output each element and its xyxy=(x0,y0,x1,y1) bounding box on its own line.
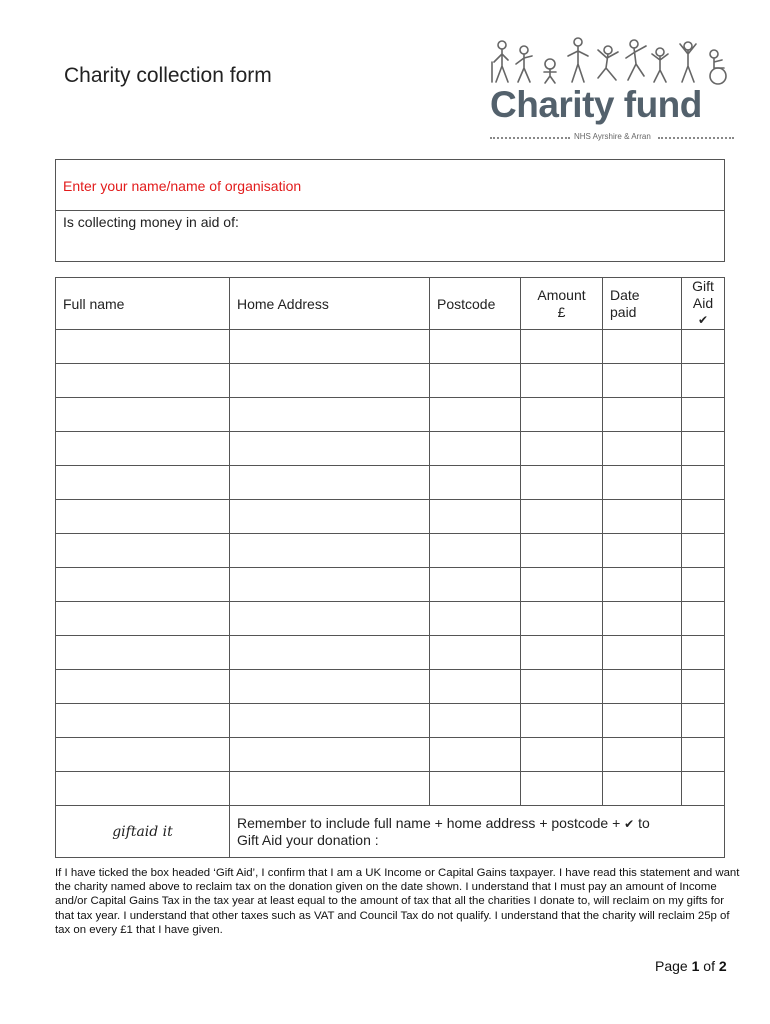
full-name-cell[interactable] xyxy=(56,670,230,704)
date-paid-cell[interactable] xyxy=(603,670,682,704)
full-name-cell[interactable] xyxy=(56,500,230,534)
checkmark-icon: ✔ xyxy=(624,817,635,831)
full-name-cell[interactable] xyxy=(56,432,230,466)
home-address-cell[interactable] xyxy=(230,500,430,534)
gift-aid-cell[interactable] xyxy=(682,364,725,398)
gift-aid-cell[interactable] xyxy=(682,772,725,806)
column-header-home-address: Home Address xyxy=(230,278,430,330)
postcode-cell[interactable] xyxy=(430,398,521,432)
name-prompt: Enter your name/name of organisation xyxy=(63,178,302,194)
column-header-date-paid xyxy=(603,278,682,330)
reminder-note xyxy=(230,806,725,858)
date-paid-cell[interactable] xyxy=(603,772,682,806)
date-paid-cell[interactable] xyxy=(603,568,682,602)
logo-name: Charity fund xyxy=(490,84,702,125)
checkmark-icon: ✔ xyxy=(697,313,709,327)
aid-label: Aid xyxy=(692,295,714,311)
gift-aid-cell[interactable] xyxy=(682,330,725,364)
amount-cell[interactable] xyxy=(521,398,603,432)
date-paid-cell[interactable] xyxy=(603,330,682,364)
reminder-line-2: Gift Aid your donation : xyxy=(237,832,379,848)
logo-rule-left xyxy=(490,137,570,139)
full-name-cell[interactable] xyxy=(56,636,230,670)
page-total: 2 xyxy=(718,958,727,974)
amount-cell[interactable] xyxy=(521,772,603,806)
amount-cell[interactable] xyxy=(521,432,603,466)
table-row xyxy=(56,466,725,500)
logo-rule-right xyxy=(658,137,734,139)
gift-aid-cell[interactable] xyxy=(682,704,725,738)
postcode-cell[interactable] xyxy=(430,704,521,738)
reminder-to: to xyxy=(634,815,650,831)
home-address-cell[interactable] xyxy=(230,534,430,568)
table-row xyxy=(56,500,725,534)
date-paid-cell[interactable] xyxy=(603,602,682,636)
amount-cell[interactable] xyxy=(521,670,603,704)
gift-aid-cell[interactable] xyxy=(682,466,725,500)
full-name-cell[interactable] xyxy=(56,704,230,738)
column-header-full-name: Full name xyxy=(56,278,230,330)
page-of: of xyxy=(699,958,719,974)
home-address-cell[interactable] xyxy=(230,738,430,772)
amount-cell[interactable] xyxy=(521,704,603,738)
full-name-cell[interactable] xyxy=(56,602,230,636)
table-row xyxy=(56,704,725,738)
home-address-cell[interactable] xyxy=(230,602,430,636)
full-name-cell[interactable] xyxy=(56,466,230,500)
gift-aid-cell[interactable] xyxy=(682,568,725,602)
full-name-cell[interactable] xyxy=(56,534,230,568)
form-title: Charity collection form xyxy=(64,64,272,87)
home-address-cell[interactable] xyxy=(230,772,430,806)
cause-prompt: Is collecting money in aid of: xyxy=(63,214,239,230)
logo-subtitle: NHS Ayrshire & Arran xyxy=(574,132,651,141)
date-paid-cell[interactable] xyxy=(603,738,682,772)
gift-aid-cell[interactable] xyxy=(682,636,725,670)
gift-aid-declaration: If I have ticked the box headed ‘Gift Aid’, I confirm that I am a UK Income or Capital Gains taxpayer. I have read this statement and want the charity named above to reclaim tax on the donation given on the date shown. I understand that I must pay an amount of Income and/or Capital Gains Tax in the tax year at least equal to the amount of tax that all the charities I donate to, will reclaim on my gifts for that tax year. I understand that other taxes such as VAT and Council Tax do not qualify. I understand that the charity will reclaim 25p of tax on every £1 that I have given. xyxy=(55,867,740,936)
date-paid-cell[interactable] xyxy=(603,500,682,534)
amount-cell[interactable] xyxy=(521,636,603,670)
table-header-row xyxy=(56,278,725,330)
full-name-cell[interactable] xyxy=(56,568,230,602)
amount-label: Amount xyxy=(537,286,586,303)
home-address-cell[interactable] xyxy=(230,636,430,670)
gift-aid-cell[interactable] xyxy=(682,500,725,534)
amount-cell[interactable] xyxy=(521,602,603,636)
table-row xyxy=(56,636,725,670)
charity-fund-logo xyxy=(488,36,736,146)
postcode-cell[interactable] xyxy=(430,330,521,364)
giftaid-it-logo: giftaid it xyxy=(56,806,230,858)
full-name-cell[interactable] xyxy=(56,398,230,432)
table-row xyxy=(56,568,725,602)
page-number xyxy=(655,958,727,974)
postcode-cell[interactable] xyxy=(430,636,521,670)
home-address-cell[interactable] xyxy=(230,568,430,602)
date-paid-cell[interactable] xyxy=(603,704,682,738)
table-row xyxy=(56,772,725,806)
reminder-text: Remember to include full name + home address + postcode + xyxy=(237,815,625,831)
currency-label: £ xyxy=(557,303,566,320)
full-name-cell[interactable] xyxy=(56,738,230,772)
date-paid-cell[interactable] xyxy=(603,636,682,670)
gift-aid-cell[interactable] xyxy=(682,602,725,636)
date-label: Date xyxy=(610,286,640,303)
postcode-cell[interactable] xyxy=(430,602,521,636)
amount-cell[interactable] xyxy=(521,568,603,602)
postcode-cell[interactable] xyxy=(430,738,521,772)
table-row xyxy=(56,364,725,398)
amount-cell[interactable] xyxy=(521,534,603,568)
home-address-cell[interactable] xyxy=(230,364,430,398)
table-row xyxy=(56,398,725,432)
postcode-cell[interactable] xyxy=(430,432,521,466)
home-address-cell[interactable] xyxy=(230,466,430,500)
table-row xyxy=(56,670,725,704)
table-row xyxy=(56,432,725,466)
amount-cell[interactable] xyxy=(521,364,603,398)
name-field[interactable] xyxy=(56,160,724,211)
amount-cell[interactable] xyxy=(521,500,603,534)
postcode-cell[interactable] xyxy=(430,568,521,602)
postcode-cell[interactable] xyxy=(430,772,521,806)
postcode-cell[interactable] xyxy=(430,466,521,500)
date-paid-cell[interactable] xyxy=(603,466,682,500)
postcode-cell[interactable] xyxy=(430,670,521,704)
home-address-cell[interactable] xyxy=(230,670,430,704)
date-paid-cell[interactable] xyxy=(603,432,682,466)
page-label: Page xyxy=(655,958,692,974)
page-current: 1 xyxy=(691,958,700,974)
column-header-amount xyxy=(521,278,603,330)
home-address-cell[interactable] xyxy=(230,432,430,466)
full-name-cell[interactable] xyxy=(56,364,230,398)
amount-cell[interactable] xyxy=(521,466,603,500)
home-address-cell[interactable] xyxy=(230,704,430,738)
gift-label: Gift xyxy=(692,278,714,294)
table-row xyxy=(56,330,725,364)
logo-subtitle-line xyxy=(488,132,736,144)
gift-aid-cell[interactable] xyxy=(682,432,725,466)
column-header-gift-aid xyxy=(682,278,725,330)
gift-aid-cell[interactable] xyxy=(682,670,725,704)
gift-aid-cell[interactable] xyxy=(682,738,725,772)
gift-aid-cell[interactable] xyxy=(682,398,725,432)
full-name-cell[interactable] xyxy=(56,330,230,364)
home-address-cell[interactable] xyxy=(230,398,430,432)
stick-figures-icon xyxy=(488,36,736,88)
table-row xyxy=(56,738,725,772)
gift-aid-cell[interactable] xyxy=(682,534,725,568)
donations-table xyxy=(55,277,725,858)
table-row xyxy=(56,602,725,636)
column-header-postcode: Postcode xyxy=(430,278,521,330)
amount-cell[interactable] xyxy=(521,738,603,772)
home-address-cell[interactable] xyxy=(230,330,430,364)
date-paid-cell[interactable] xyxy=(603,364,682,398)
table-row xyxy=(56,534,725,568)
paid-label: paid xyxy=(610,303,637,320)
full-name-cell[interactable] xyxy=(56,772,230,806)
date-paid-cell[interactable] xyxy=(603,534,682,568)
postcode-cell[interactable] xyxy=(430,534,521,568)
table-footer-row xyxy=(56,806,725,858)
amount-cell[interactable] xyxy=(521,330,603,364)
collector-info-box xyxy=(55,159,725,262)
date-paid-cell[interactable] xyxy=(603,398,682,432)
postcode-cell[interactable] xyxy=(430,500,521,534)
postcode-cell[interactable] xyxy=(430,364,521,398)
